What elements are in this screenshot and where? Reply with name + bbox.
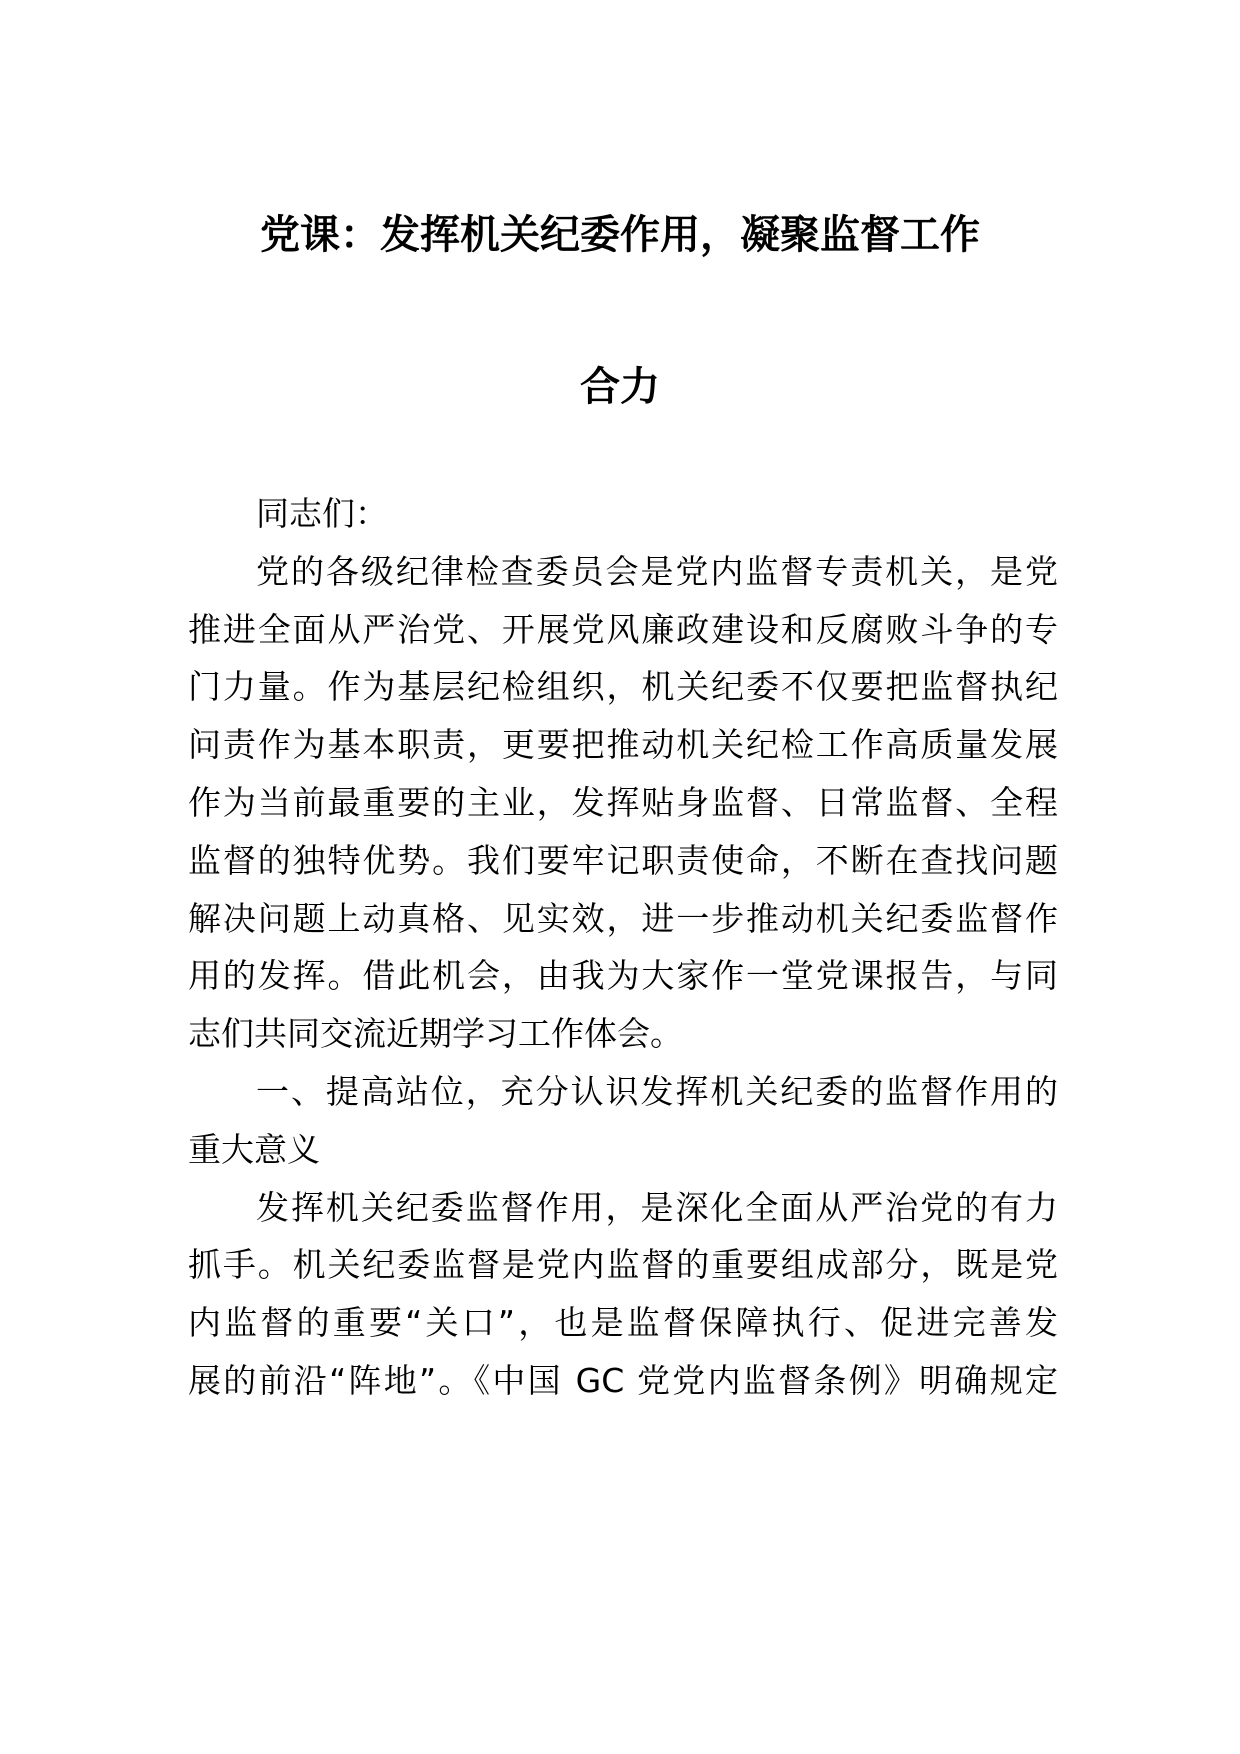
- body-line: 党的各级纪律检查委员会是党内监督专责机关，是党: [256, 552, 1058, 591]
- body-line: 内监督的重要“关口”，也是监督保障执行、促进完善发: [188, 1303, 1058, 1342]
- body-line: 重大意义: [188, 1130, 320, 1169]
- body-line: 门力量。作为基层纪检组织，机关纪委不仅要把监督执纪: [188, 667, 1058, 706]
- body-line: 抓手。机关纪委监督是党内监督的重要组成部分，既是党: [188, 1245, 1058, 1284]
- body-line: 展的前沿“阵地”。《中国 GC 党党内监督条例》明确规定: [188, 1361, 1058, 1400]
- body-line: 同志们：: [256, 494, 388, 533]
- body-line: 一、提高站位，充分认识发挥机关纪委的监督作用的: [256, 1072, 1058, 1111]
- body-line: 用的发挥。借此机会，由我为大家作一堂党课报告，与同: [188, 956, 1058, 995]
- document-title-line-1: 党课：发挥机关纪委作用，凝聚监督工作: [260, 212, 980, 258]
- body-line: 发挥机关纪委监督作用，是深化全面从严治党的有力: [256, 1188, 1058, 1227]
- body-line: 志们共同交流近期学习工作体会。: [188, 1014, 683, 1053]
- document-title-line-2: 合力: [580, 364, 660, 410]
- body-line: 监督的独特优势。我们要牢记职责使命，不断在查找问题: [188, 841, 1058, 880]
- body-line: 解决问题上动真格、见实效，进一步推动机关纪委监督作: [188, 899, 1058, 938]
- body-line: 问责作为基本职责，更要把推动机关纪检工作高质量发展: [188, 725, 1058, 764]
- body-line: 作为当前最重要的主业，发挥贴身监督、日常监督、全程: [188, 783, 1058, 822]
- body-line: 推进全面从严治党、开展党风廉政建设和反腐败斗争的专: [188, 610, 1058, 649]
